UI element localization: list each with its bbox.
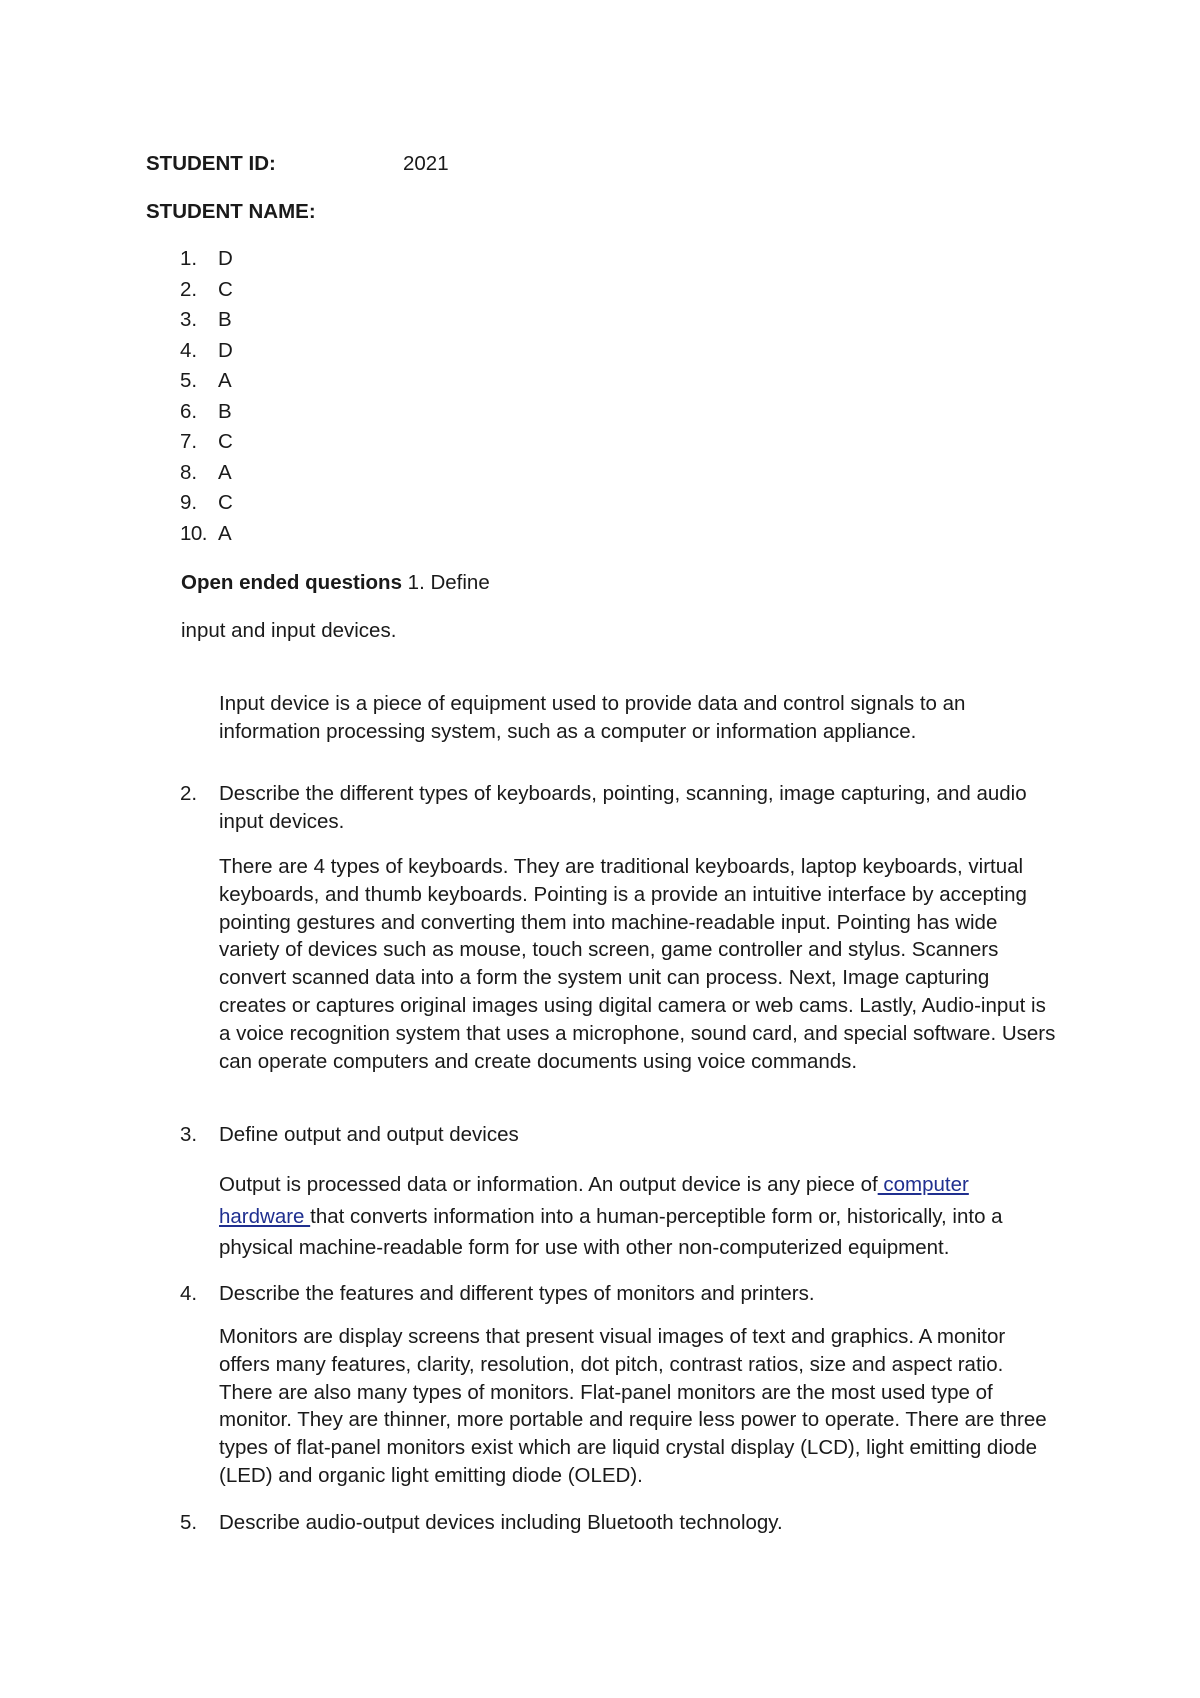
question-5-text: Describe audio-output devices including Bluetooth technology. [219, 1511, 783, 1534]
list-item-number: 10. [180, 521, 207, 545]
open-ended-heading-line [181, 569, 490, 597]
question-2-text: Describe the different types of keyboards, pointing, scanning, image capturing, and audio input devices. [219, 782, 1027, 833]
question-5 [180, 1509, 1060, 1537]
list-item-answer: C [218, 430, 233, 453]
computer-hardware-link[interactable]: computer hardware [219, 1173, 969, 1228]
list-item-answer: A [218, 369, 232, 392]
list-item-answer: D [218, 247, 233, 270]
question-4-answer: Monitors are display screens that present visual images of text and graphics. A monitor offers many features, clarity, resolution, dot pitch, contrast ratios, size and aspect ratio. There are also many types of monitors. Flat-panel monitors are the most used type of monitor. They are thinner, more portable and require less power to operate. There are three types of flat-panel monitors exist which are liquid crystal display (LCD), light emitting diode (LED) and organic light emitting diode (OLED). [219, 1325, 1047, 1487]
list-item-number: 1. [180, 247, 198, 270]
list-item-number: 8. [180, 460, 198, 484]
question-3-answer [219, 1169, 1059, 1264]
list-item [180, 336, 233, 367]
question-3 [180, 1121, 1060, 1149]
list-item-number: 2. [180, 277, 198, 301]
question-4-text: Describe the features and different types of monitors and printers. [219, 1282, 815, 1305]
list-item-answer: D [218, 338, 233, 362]
list-item [180, 397, 233, 428]
list-item-number: 7. [180, 430, 198, 453]
question-2 [180, 780, 1060, 836]
student-id-label: STUDENT ID: [146, 152, 276, 175]
question-3-answer-after: that converts information into a human-perceptible form or, historically, into a physical machine-readable form for use with other non-computerized equipment. [219, 1204, 1003, 1259]
question-5-number: 5. [180, 1511, 198, 1534]
list-item [180, 244, 233, 275]
list-item-answer: B [218, 399, 232, 423]
question-3-answer-before: Output is processed data or information. An output device is any piece of [219, 1173, 878, 1196]
list-item [180, 366, 233, 397]
list-item-number: 6. [180, 399, 198, 423]
student-id-value: 2021 [403, 152, 449, 175]
list-item-answer: B [218, 308, 232, 331]
list-item-answer: A [218, 460, 232, 484]
list-item-number: 5. [180, 369, 198, 392]
list-item [180, 488, 233, 519]
question-3-number: 3. [180, 1123, 198, 1146]
list-item [180, 275, 233, 306]
question-2-answer: There are 4 types of keyboards. They are traditional keyboards, laptop keyboards, virtual keyboards, and thumb keyboards. Pointing is a provide an intuitive interface by accepting pointing gestures and converting them into machine-readable input. Pointing has wide variety of devices such as mouse, touch screen, game controller and stylus. Scanners convert scanned data into a form the system unit can process. Next, Image capturing creates or captures original images using digital camera or web cams. Lastly, Audio-input is a voice recognition system that uses a microphone, sound card, and special software. Users can operate computers and create documents using voice commands. [219, 855, 1056, 1073]
list-item [180, 458, 233, 489]
list-item [180, 305, 233, 336]
list-item-answer: C [218, 491, 233, 514]
list-item-number: 3. [180, 308, 198, 331]
question-3-text: Define output and output devices [219, 1123, 519, 1146]
open-ended-heading: Open ended questions [181, 571, 402, 594]
list-item-number: 4. [180, 338, 198, 362]
question-4-number: 4. [180, 1282, 198, 1305]
list-item-number: 9. [180, 491, 198, 514]
list-item [180, 427, 233, 458]
list-item-answer: C [218, 277, 233, 301]
question-2-number: 2. [180, 782, 198, 805]
question-1-answer: Input device is a piece of equipment used to provide data and control signals to an information processing system, such as a computer or information appliance. [219, 692, 966, 743]
question-4 [180, 1280, 1060, 1308]
answer-list [180, 244, 233, 549]
list-item [180, 519, 233, 550]
question-1-prefix: 1. Define [401, 571, 490, 594]
question-1-text: input and input devices. [181, 619, 397, 642]
student-name-label: STUDENT NAME: [146, 200, 316, 223]
list-item-answer: A [218, 521, 232, 545]
